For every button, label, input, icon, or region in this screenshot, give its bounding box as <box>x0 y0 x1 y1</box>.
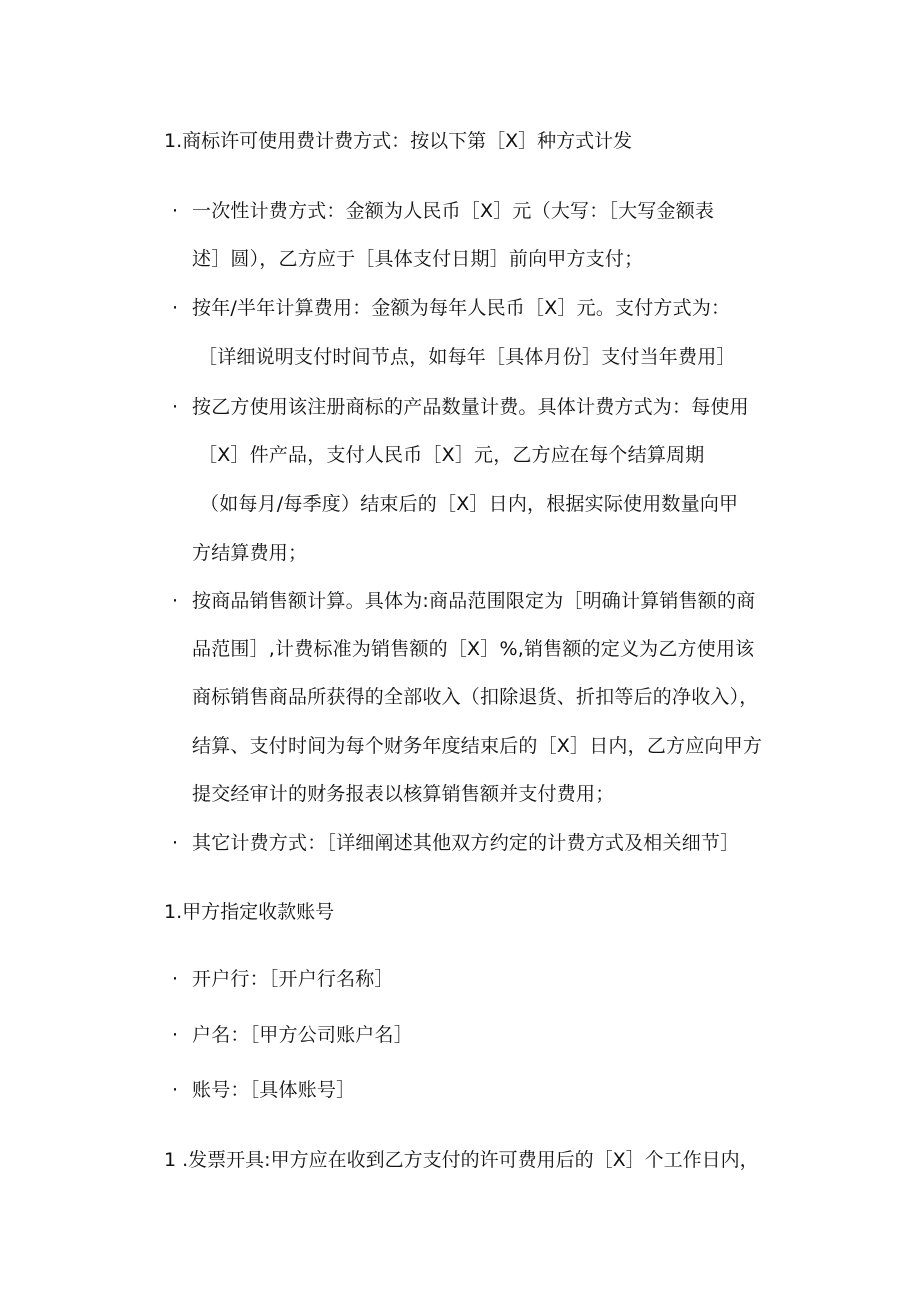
bullet-marker: · <box>172 1079 179 1101</box>
bullet-marker: · <box>172 590 179 612</box>
list-item-line: 品范围］,计费标准为销售额的［X］%,销售额的定义为乙方使用该 <box>192 638 755 660</box>
bullet-marker: · <box>172 200 179 222</box>
list-item-line: ［X］件产品，支付人民币［X］元，乙方应在每个结算周期 <box>198 444 705 466</box>
list-item-line: （如每月/每季度）结束后的［X］日内，根据实际使用数量向甲 <box>200 493 739 515</box>
bullet-marker: · <box>172 1024 179 1046</box>
list-item-line: 述］圆），乙方应于［具体支付日期］前向甲方支付； <box>192 248 644 270</box>
list-item-line: 商标销售商品所获得的全部收入（扣除退货、折扣等后的净收入）， <box>192 686 759 708</box>
section-heading-bank-account: 1.甲方指定收款账号 <box>164 901 335 923</box>
list-item-line: 其它计费方式：［详细阐述其他双方约定的计费方式及相关细节］ <box>192 832 740 854</box>
list-item-line: 按年/半年计算费用：金额为每年人民币［X］元。支付方式为： <box>192 297 731 319</box>
list-item-line: 提交经审计的财务报表以核算销售额并支付费用； <box>192 783 615 805</box>
list-item-line: 结算、支付时间为每个财务年度结束后的［X］日内，乙方应向甲方 <box>192 735 763 757</box>
bullet-marker: · <box>172 297 179 319</box>
bank-name-line: 开户行：［开户行名称］ <box>192 968 394 990</box>
list-item-line: 按乙方使用该注册商标的产品数量计费。具体计费方式为：每使用 <box>192 396 749 418</box>
list-item-line: 一次性计费方式：金额为人民币［X］元（大写：［大写金额表 <box>192 200 715 222</box>
bullet-marker: · <box>172 832 179 854</box>
section-heading-fee-method: 1.商标许可使用费计费方式：按以下第［X］种方式计发 <box>164 130 633 152</box>
bullet-marker: · <box>172 968 179 990</box>
list-item-line: ［详细说明支付时间节点，如每年［具体月份］支付当年费用］ <box>198 346 736 368</box>
section-heading-invoice: 1 .发票开具:甲方应在收到乙方支付的许可费用后的［X］个工作日内， <box>164 1149 759 1171</box>
account-holder-line: 户名：［甲方公司账户名］ <box>192 1024 413 1046</box>
bullet-marker: · <box>172 396 179 418</box>
list-item-line: 按商品销售额计算。具体为:商品范围限定为［明确计算销售额的商 <box>192 590 756 612</box>
list-item-line: 方结算费用； <box>192 542 308 564</box>
account-number-line: 账号：［具体账号］ <box>192 1079 356 1101</box>
